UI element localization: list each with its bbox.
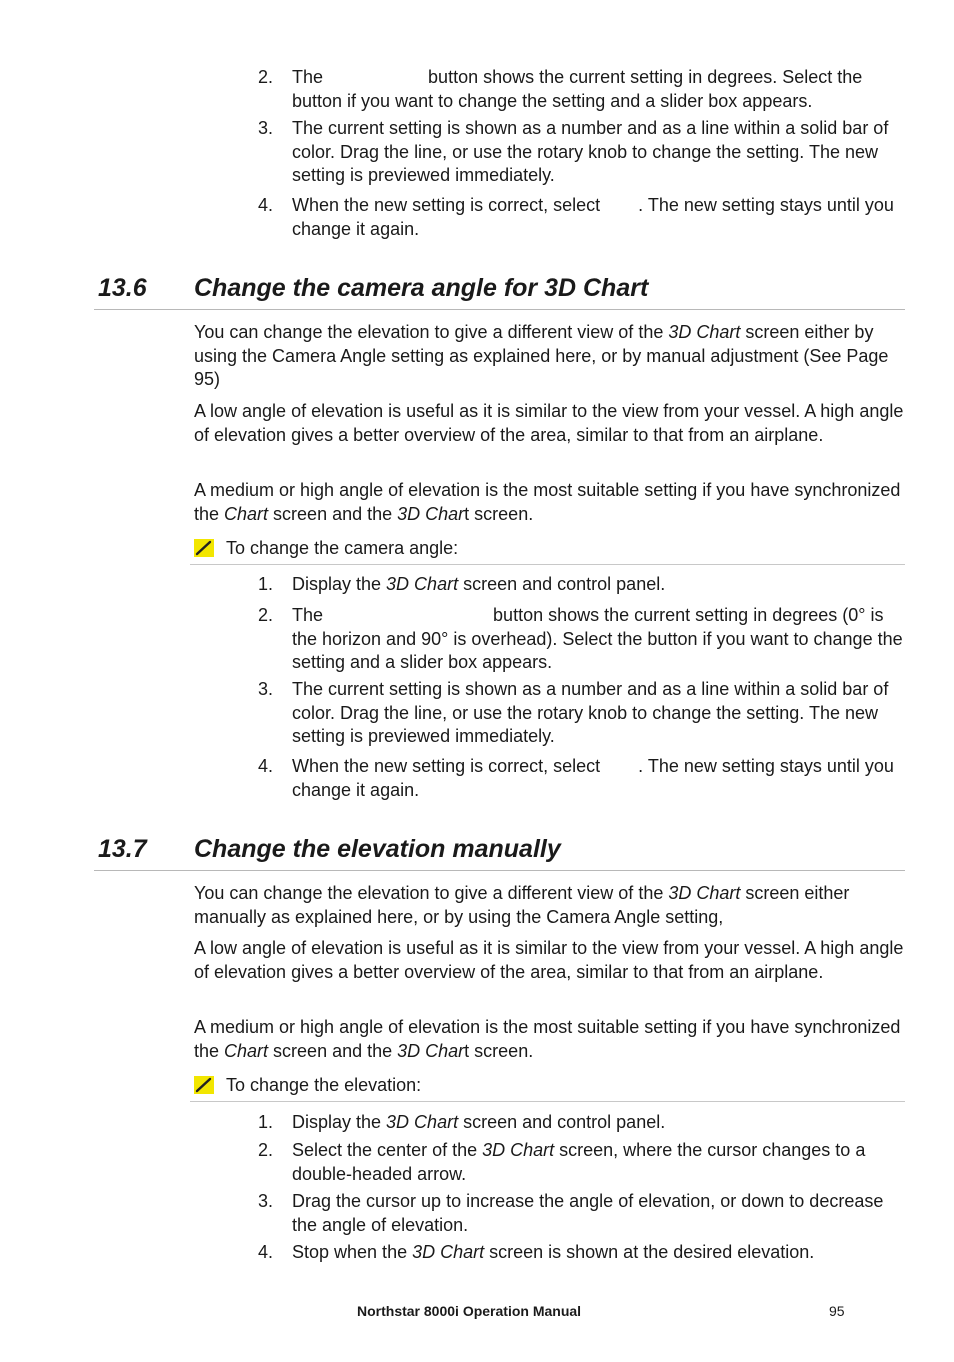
list-text: . The new setting stays until you change it again.	[292, 195, 894, 239]
list-number: 2.	[258, 67, 274, 87]
paragraph: A medium or high angle of elevation is the most suitable setting if you have synchronized the Chart screen and the 3D Chart screen.	[194, 480, 901, 524]
section-heading-13-6	[94, 273, 905, 310]
procedure-header	[190, 1074, 905, 1102]
procedure-title: To change the camera angle:	[226, 538, 459, 558]
section-number: 13.7	[98, 835, 147, 863]
pencil-icon	[194, 539, 214, 557]
section-heading-13-7	[94, 834, 905, 871]
paragraph: A low angle of elevation is useful as it is similar to the view from your vessel. A high angle of elevation gives a better overview of the area, similar to that from an airplane.	[194, 401, 904, 445]
page-number: 95	[829, 1303, 845, 1319]
paragraph: You can change the elevation to give a different view of the 3D Chart screen either manually as explained here, or by using the Camera Angle setting,	[194, 883, 850, 927]
section-title: Change the elevation manually	[194, 835, 561, 863]
list-text: The	[292, 67, 324, 87]
list-number: 3.	[258, 118, 274, 138]
list-text: When the new setting is correct, select	[292, 195, 601, 215]
footer-title: Northstar 8000i Operation Manual	[357, 1303, 582, 1319]
paragraph: You can change the elevation to give a different view of the 3D Chart screen either by using the Camera Angle setting as explained here, or by manual adjustment (See Page 95)	[194, 322, 889, 389]
list-text: button shows the current setting in degrees. Select the button if you want to change the setting and a slider box appears.	[292, 67, 863, 111]
list-number: 4.	[258, 195, 274, 215]
list-text: The current setting is shown as a number and as a line within a solid bar of color. Drag the line, or use the rotary knob to change the setting. The new setting is previewed immediately.	[292, 118, 889, 185]
section-number: 13.6	[98, 274, 147, 302]
paragraph: A medium or high angle of elevation is the most suitable setting if you have synchronized the Chart screen and the 3D Chart screen.	[194, 1017, 901, 1061]
procedure-header	[190, 537, 905, 565]
section-title: Change the camera angle for 3D Chart	[194, 274, 649, 302]
paragraph: A low angle of elevation is useful as it is similar to the view from your vessel. A high angle of elevation gives a better overview of the area, similar to that from an airplane.	[194, 938, 904, 982]
procedure-title: To change the elevation:	[226, 1075, 422, 1095]
pencil-icon	[194, 1076, 214, 1094]
